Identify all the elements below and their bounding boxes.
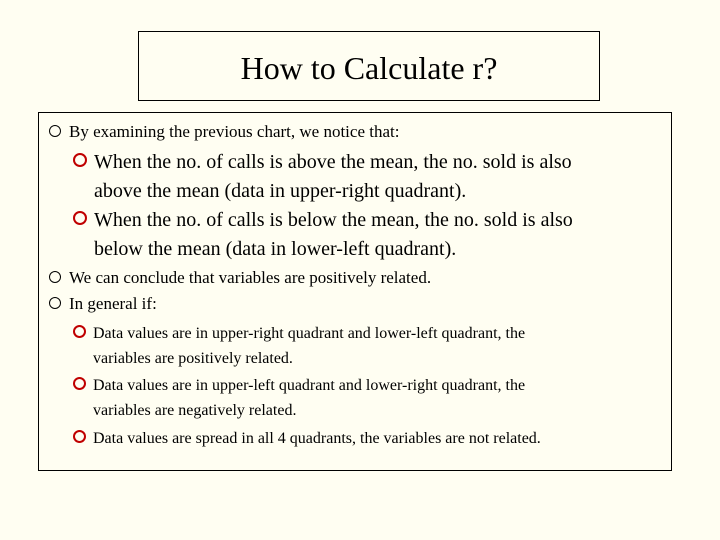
hollow-circle-bullet-icon xyxy=(73,153,87,167)
sub-bullet-item xyxy=(73,373,525,423)
slide-title: How to Calculate r? xyxy=(240,50,498,86)
bullet-item xyxy=(49,292,157,316)
hollow-circle-bullet-icon xyxy=(73,377,86,390)
sub-bullet-text-line-2: variables are positively related. xyxy=(93,350,293,367)
sub-bullet-text-line-2: below the mean (data in lower-left quadrant). xyxy=(94,238,457,260)
bullet-item xyxy=(49,266,431,290)
sub-bullet-item xyxy=(73,206,573,264)
sub-bullet-text: Data values are spread in all 4 quadrants, the variables are not related. xyxy=(93,430,541,447)
sub-bullet-text-line-2: variables are negatively related. xyxy=(93,402,297,419)
sub-bullet-text-line-1: When the no. of calls is below the mean, the no. sold is also xyxy=(94,209,573,231)
hollow-circle-bullet-icon xyxy=(73,430,86,443)
sub-bullet-text-line-1: Data values are in upper-left quadrant and lower-right quadrant, the xyxy=(93,377,526,394)
hollow-circle-bullet-icon xyxy=(73,211,87,225)
content-box xyxy=(38,112,672,471)
sub-bullet-text-line-1: Data values are in upper-right quadrant and lower-left quadrant, the xyxy=(93,325,526,342)
hollow-circle-bullet-icon xyxy=(49,297,61,309)
sub-bullet-text-line-1: When the no. of calls is above the mean, the no. sold is also xyxy=(94,151,572,173)
sub-bullet-item xyxy=(73,148,572,206)
sub-bullet-item xyxy=(73,321,525,371)
hollow-circle-bullet-icon xyxy=(49,125,61,137)
bullet-text: In general if: xyxy=(69,294,157,313)
sub-bullet-item xyxy=(73,426,541,451)
hollow-circle-bullet-icon xyxy=(49,271,61,283)
sub-bullet-text-line-2: above the mean (data in upper-right quadrant). xyxy=(94,180,467,202)
bullet-text: We can conclude that variables are positively related. xyxy=(69,268,432,287)
bullet-text: By examining the previous chart, we notice that: xyxy=(69,122,400,141)
hollow-circle-bullet-icon xyxy=(73,325,86,338)
title-box xyxy=(138,31,600,101)
bullet-item xyxy=(49,120,399,144)
